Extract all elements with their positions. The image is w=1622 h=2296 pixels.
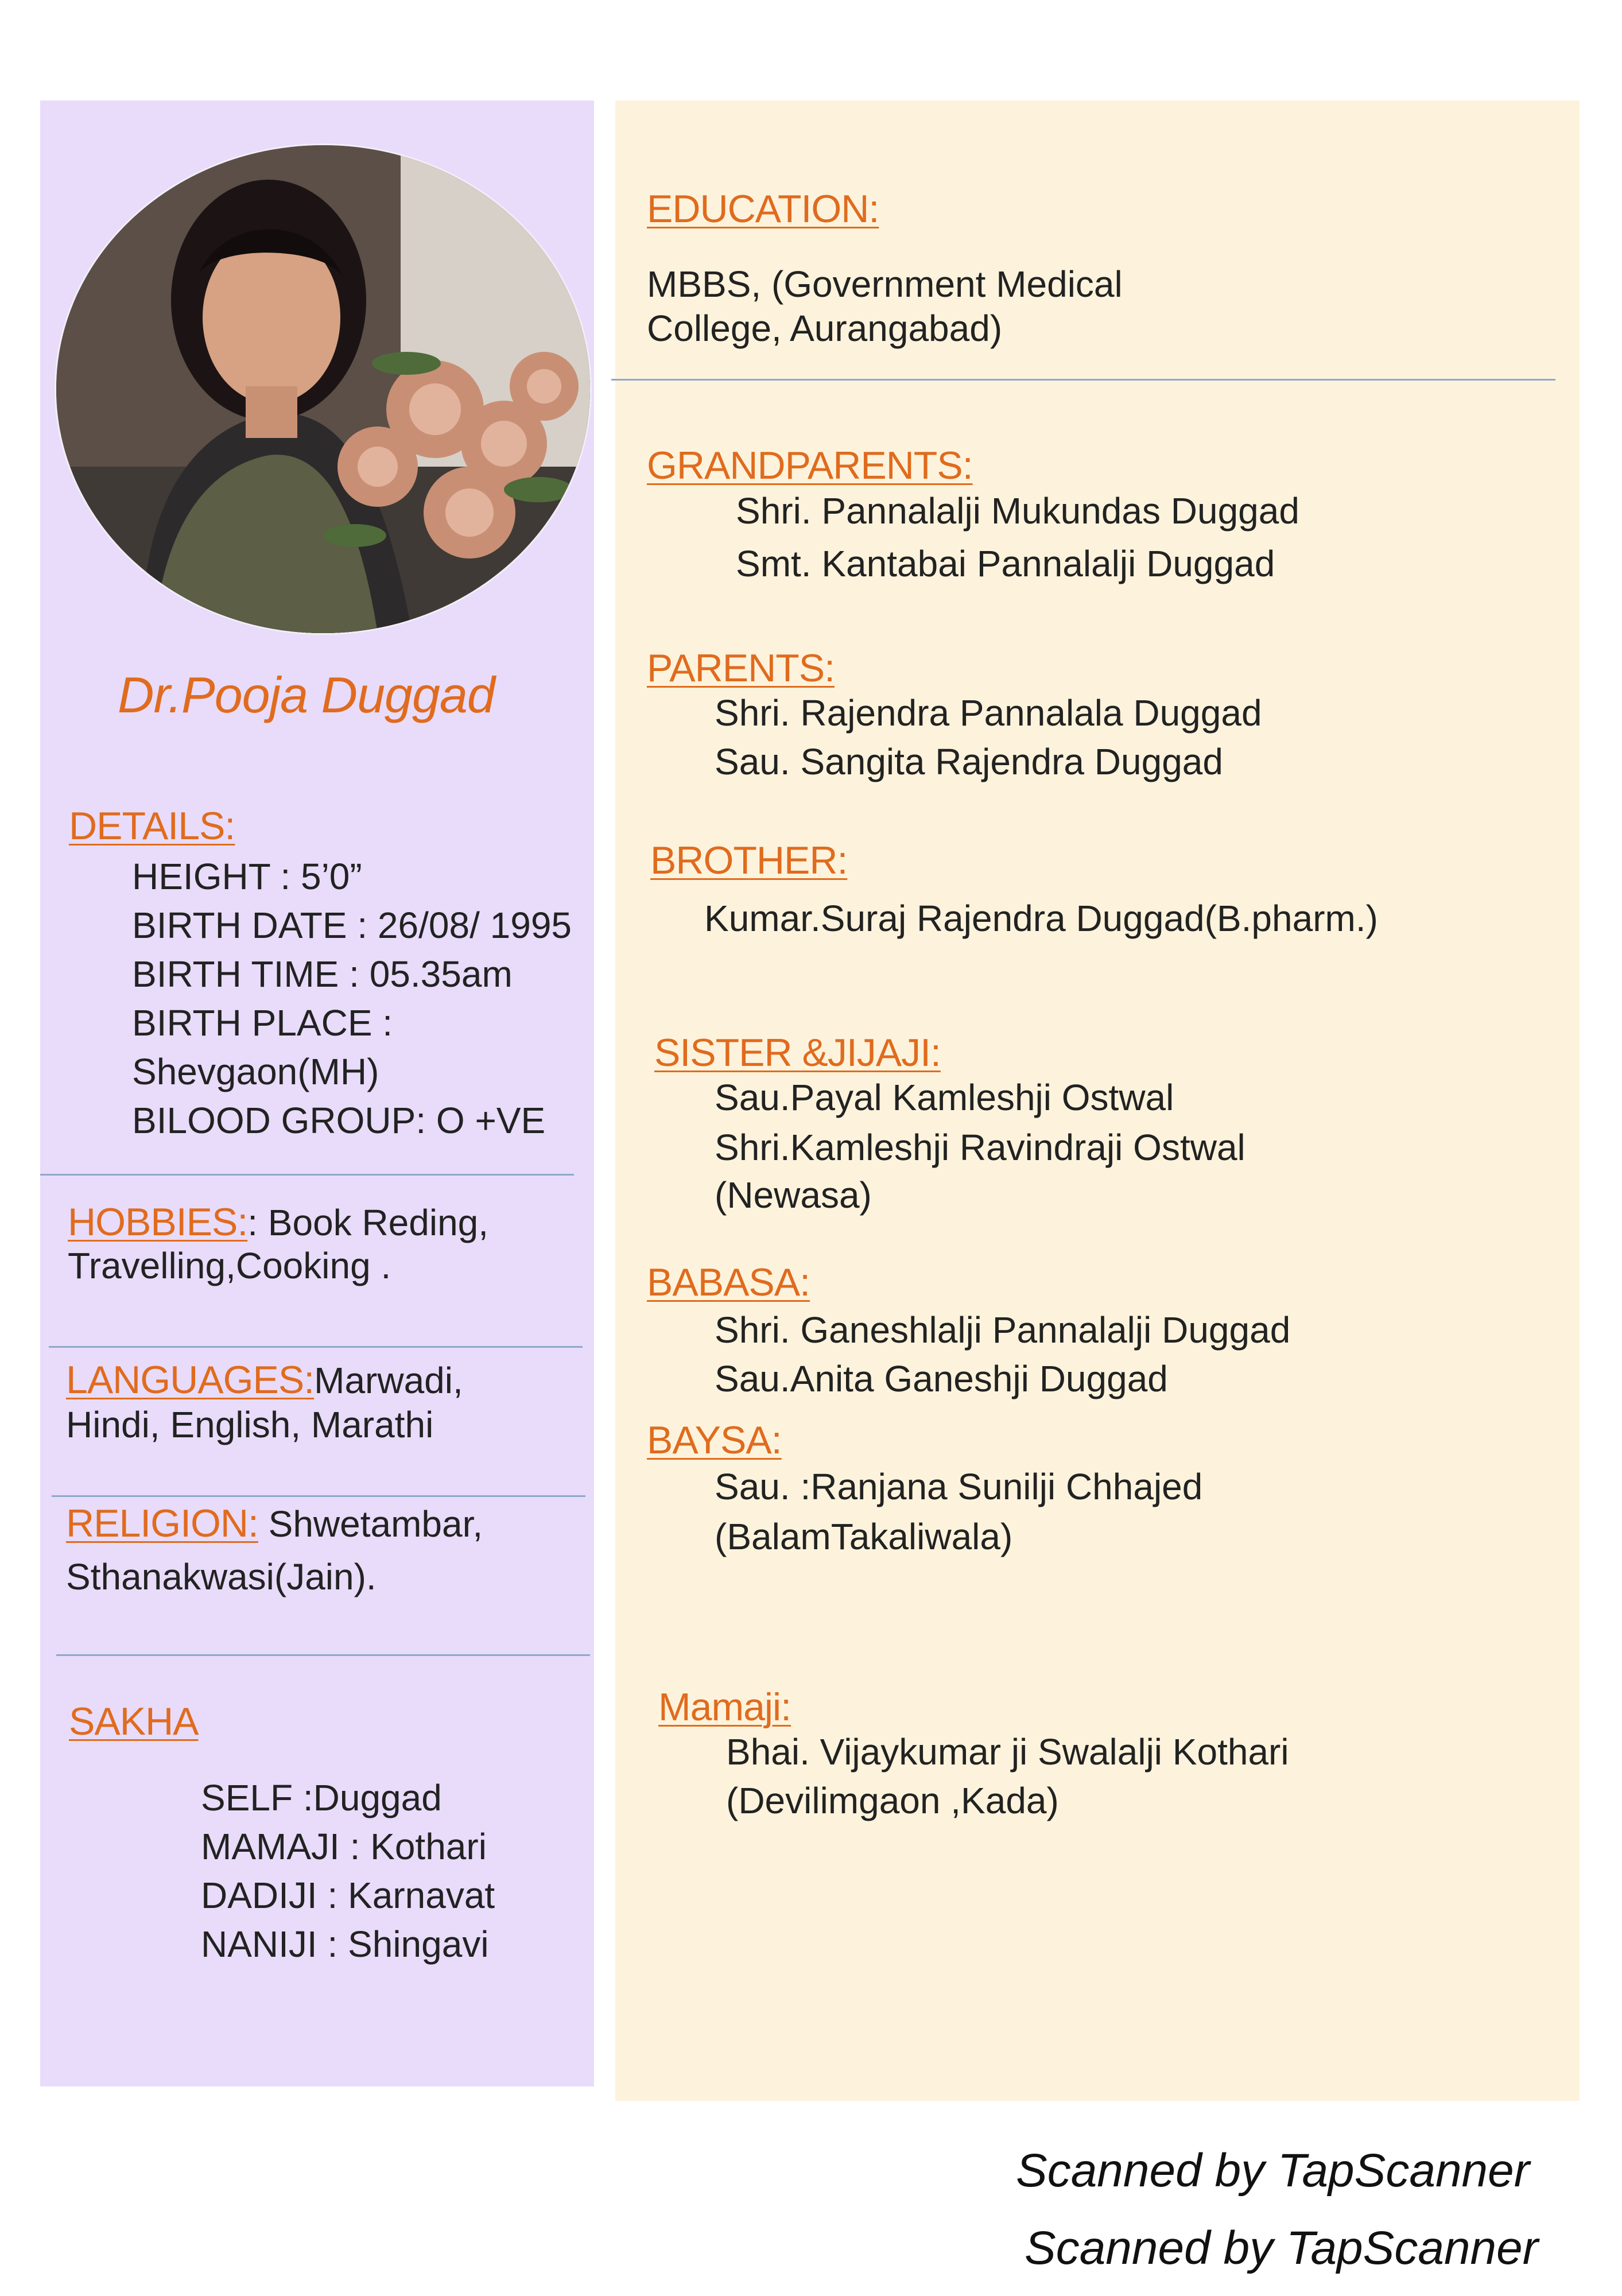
brother-heading: BROTHER: <box>650 839 848 882</box>
hobbies-text: : Book Reding, <box>247 1202 489 1243</box>
divider <box>611 379 1555 381</box>
details-birth-time: BIRTH TIME : 05.35am <box>132 953 513 995</box>
jijaji-name: Shri.Kamleshji Ravindraji Ostwal <box>715 1127 1245 1168</box>
education-line-1: MBBS, (Government Medical <box>647 263 1123 305</box>
divider <box>40 1174 574 1176</box>
religion-text-2: Sthanakwasi(Jain). <box>66 1556 377 1597</box>
sakha-heading: SAKHA <box>69 1700 199 1743</box>
babasa-heading: BABASA: <box>647 1261 810 1304</box>
grandmother-name: Smt. Kantabai Pannalalji Duggad <box>736 543 1275 584</box>
divider <box>52 1495 585 1497</box>
sister-place: (Newasa) <box>715 1174 872 1216</box>
baysa-place: (BalamTakaliwala) <box>715 1516 1013 1557</box>
mamaji-place: (Devilimgaon ,Kada) <box>726 1780 1059 1821</box>
religion-text: Shwetambar, <box>258 1503 483 1545</box>
profile-photo <box>55 144 592 635</box>
mamaji-name: Bhai. Vijaykumar ji Swalalji Kothari <box>726 1731 1289 1773</box>
languages-line <box>66 1358 463 1402</box>
details-birth-date: BIRTH DATE : 26/08/ 1995 <box>132 905 572 946</box>
baysa-heading: BAYSA: <box>647 1418 782 1462</box>
scanner-watermark-2: Scanned by TapScanner <box>1025 2222 1539 2274</box>
sister-name: Sau.Payal Kamleshji Ostwal <box>715 1077 1174 1118</box>
grandparents-heading: GRANDPARENTS: <box>647 444 973 487</box>
languages-heading: LANGUAGES: <box>66 1358 315 1402</box>
mother-name: Sau. Sangita Rajendra Duggad <box>715 741 1223 782</box>
religion-line <box>66 1501 483 1546</box>
sakha-mamaji: MAMAJI : Kothari <box>201 1826 487 1867</box>
religion-heading: RELIGION: <box>66 1502 258 1545</box>
profile-photo-art <box>56 145 590 633</box>
sister-heading: SISTER &JIJAJI: <box>654 1031 941 1075</box>
father-name: Shri. Rajendra Pannalala Duggad <box>715 692 1262 734</box>
babasa-name: Shri. Ganeshlalji Pannalalji Duggad <box>715 1309 1291 1351</box>
grandfather-name: Shri. Pannalalji Mukundas Duggad <box>736 490 1299 532</box>
details-blood-group: BILOOD GROUP: O +VE <box>132 1100 546 1141</box>
languages-text-2: Hindi, English, Marathi <box>66 1404 434 1445</box>
sakha-naniji: NANIJI : Shingavi <box>201 1923 489 1965</box>
details-birth-place-value: Shevgaon(MH) <box>132 1051 379 1092</box>
details-birth-place: BIRTH PLACE : <box>132 1002 393 1044</box>
parents-heading: PARENTS: <box>647 646 835 690</box>
divider <box>56 1654 590 1656</box>
divider <box>49 1346 583 1348</box>
scanner-watermark: Scanned by TapScanner <box>1016 2144 1530 2197</box>
sakha-self: SELF :Duggad <box>201 1777 442 1818</box>
hobbies-heading: HOBBIES: <box>68 1200 248 1244</box>
hobbies-line <box>68 1200 488 1244</box>
details-height: HEIGHT : 5’0” <box>132 856 362 897</box>
education-line-2: College, Aurangabad) <box>647 308 1003 349</box>
mamaji-heading: Mamaji: <box>658 1685 791 1729</box>
baysa-name: Sau. :Ranjana Sunilji Chhajed <box>715 1466 1203 1507</box>
hobbies-text-2: Travelling,Cooking . <box>68 1245 391 1286</box>
sakha-dadiji: DADIJI : Karnavat <box>201 1875 495 1916</box>
babasa-wife-name: Sau.Anita Ganeshji Duggad <box>715 1358 1168 1399</box>
languages-text: Marwadi, <box>314 1360 463 1401</box>
details-heading: DETAILS: <box>69 804 235 848</box>
profile-name: Dr.Pooja Duggad <box>118 666 495 723</box>
brother-name: Kumar.Suraj Rajendra Duggad(B.pharm.) <box>704 898 1378 939</box>
education-heading: EDUCATION: <box>647 187 879 231</box>
